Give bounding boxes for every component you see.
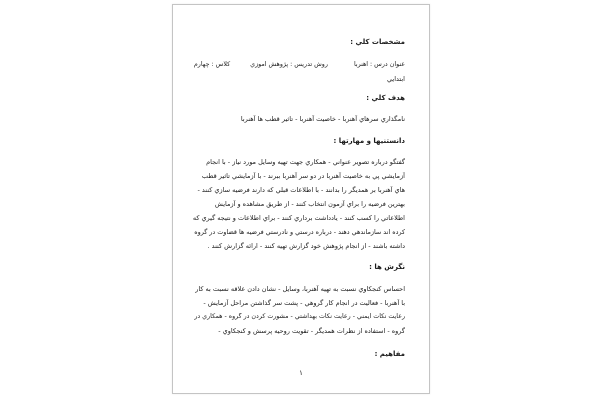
general-specs-heading: مشخصات کلي : — [350, 38, 405, 46]
knowledge-skills-line: هاي آهنربا بر همديگر را بدانند - با اطلاعات قبلي که دارند فرضيه سازي کنند - — [197, 186, 405, 194]
knowledge-skills-line: اطلاعاتي را کسب کنند - يادداشت برداري کنند - براي اطلاعات و نتيجه گيري که — [193, 214, 405, 222]
teaching-method: روش تدريس : پژوهش آموزي — [250, 61, 328, 68]
knowledge-skills-line: کرده اند سازماندهي دهند - درباره درستي و نادرستي فرضيه ها قضاوت در گروه — [194, 228, 405, 236]
attitude-line: رعايت نکات ايمني - رعايت نکات بهداشتي - مشورت کردن در گروه - همکاري در — [194, 313, 405, 320]
knowledge-skills-line: بهترين فرضيه را براي آزمون انتخاب کنند - از طريق مشاهده و آزمايش — [214, 200, 405, 208]
knowledge-skills-line: آزمايشي پي به خاصيت آهنربا در دو سر آهنربا ببرند - با آزمايشي تاثير قطب — [201, 172, 405, 180]
attitude-line: با آهنربا - فعاليت در انجام کار گروهي - پشت سر گذاشتن مراحل آزمايش - — [203, 299, 405, 307]
general-goal-text: نامگذاري سرهاي آهنربا - خاصيت آهنربا - تاثير قطب ها آهنربا — [240, 115, 405, 123]
concepts-heading: مفاهيم : — [374, 350, 405, 358]
knowledge-skills-line: گفتگو درباره تصوير عنواني - همکاري جهت تهيه وسايل مورد نياز - با انجام — [206, 158, 405, 166]
page-number: ۱ — [299, 369, 303, 377]
general-goal-heading: هدف کلي : — [366, 94, 405, 102]
attitude-line: احساس کنجکاوي نسبت به تهيه آهنربا، وسايل - نشان دادن علاقه نسبت به کار — [195, 285, 405, 293]
lesson-title: عنوان درس : آهنربا — [353, 61, 405, 68]
class-label: کلاس : چهارم — [193, 61, 231, 68]
document-page — [172, 4, 430, 394]
knowledge-skills-line: داشته باشند - از انجام پژوهش خود گزارش تهيه کنند - ارائه گزارش کنند . — [207, 242, 405, 250]
knowledge-skills-heading: دانستنيها و مهارتها : — [333, 137, 405, 145]
lesson-info-row — [193, 61, 405, 68]
attitude-heading: نگرش ها : — [369, 263, 405, 271]
attitude-line: گروه - استفاده از نظرات همديگر - تقويت روحيه پرسش و کنجکاوي - — [218, 327, 405, 335]
class-level: ابتدايي — [386, 75, 405, 83]
